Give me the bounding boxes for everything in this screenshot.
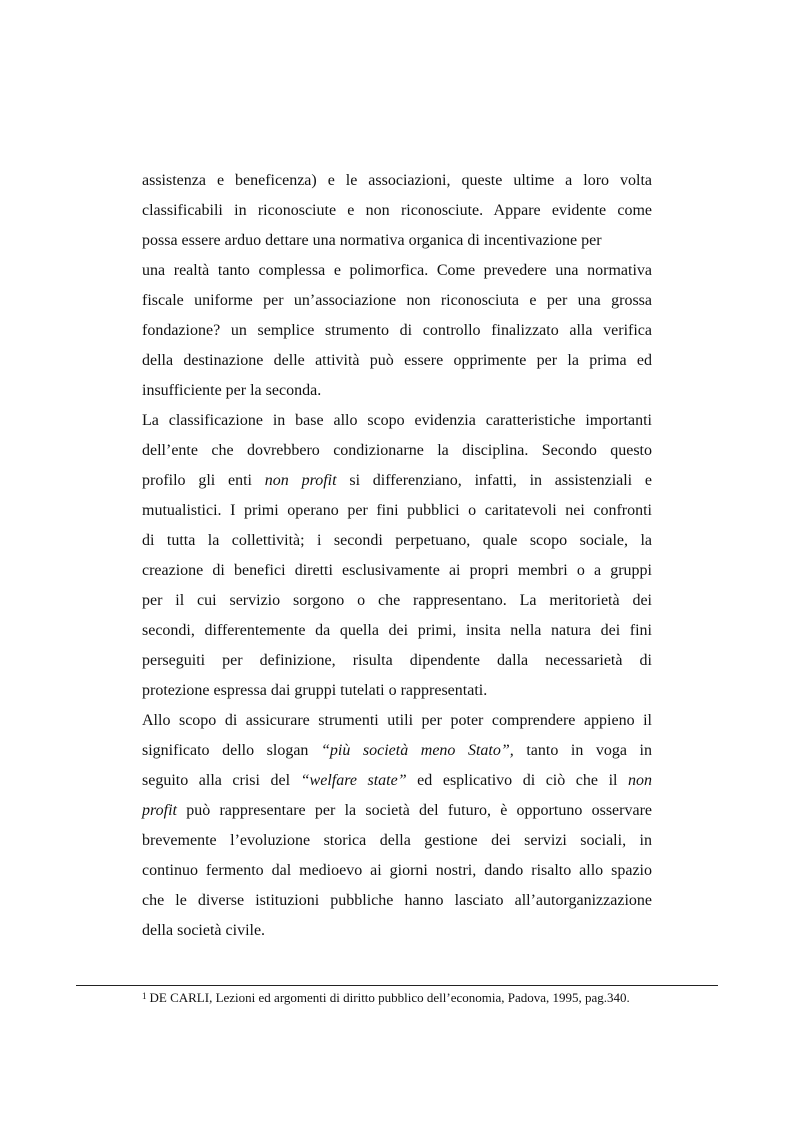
italic-term: non [628,772,653,789]
footnote [142,989,630,1007]
body-line [142,736,652,766]
text-run: tanto in voga in [513,742,653,759]
body-line: secondi, differentemente da quella dei primi, insita nella natura dei fini [142,622,652,639]
body-line: assistenza e beneficenza) e le associazioni, queste ultime a loro volta [142,172,652,189]
body-line: protezione espressa dai gruppi tutelati o rappresentati. [142,682,488,699]
body-line: Allo scopo di assicurare strumenti utili per poter comprendere appieno il [142,712,652,729]
body-line: fiscale uniforme per un’associazione non riconosciuta e per una grossa [142,292,652,309]
body-line: possa essere arduo dettare una normativa organica di incentivazione per [142,232,602,249]
text-run: significato dello slogan [142,742,321,759]
body-line: creazione di benefici diretti esclusivamente ai propri membri o a gruppi [142,562,652,579]
body-line: insufficiente per la seconda. [142,382,322,399]
body-line: classificabili in riconosciute e non riconosciute. Appare evidente come [142,202,652,219]
body-line: perseguiti per definizione, risulta dipendente dalla necessarietà di [142,652,652,669]
footnote-number: 1 [142,991,147,1001]
body-line [142,766,652,796]
body-line: di tutta la collettività; i secondi perpetuano, quale scopo sociale, la [142,532,652,549]
footnote-text: DE CARLI, Lezioni ed argomenti di diritto pubblico dell’economia, Padova, 1995, pag.340. [149,990,630,1005]
text-run: può rappresentare per la società del futuro, è opportuno osservare [176,802,652,819]
body-line: della destinazione delle attività può essere opprimente per la prima ed [142,352,652,369]
body-line: brevemente l’evoluzione storica della gestione dei servizi sociali, in [142,832,652,849]
body-line [142,796,652,826]
body-line: continuo fermento dal medioevo ai giorni nostri, dando risalto allo spazio [142,862,652,879]
body-line: che le diverse istituzioni pubbliche hanno lasciato all’autorganizzazione [142,892,652,909]
text-run: profilo gli enti [142,472,265,489]
body-line: mutualistici. I primi operano per fini pubblici o caritatevoli nei confronti [142,502,652,519]
text-run: ed esplicativo di ciò che il [406,772,629,789]
italic-term: profit [142,802,177,819]
footnote-divider [76,985,718,986]
text-run: seguito alla crisi del [142,772,301,789]
body-line: della società civile. [142,922,266,939]
body-line: una realtà tanto complessa e polimorfica. Come prevedere una normativa [142,262,652,279]
body-line: La classificazione in base allo scopo evidenzia caratteristiche importanti [142,412,652,429]
body-line: dell’ente che dovrebbero condizionarne la disciplina. Secondo questo [142,442,652,459]
italic-term: non profit [264,472,337,489]
body-line: fondazione? un semplice strumento di controllo finalizzato alla verifica [142,322,652,339]
body-line: per il cui servizio sorgono o che rappresentano. La meritorietà dei [142,592,652,609]
body-line [142,466,652,496]
text-run: si differenziano, infatti, in assistenziali e [336,472,653,489]
italic-quote: “welfare state” [300,772,407,789]
italic-quote: “più società meno Stato”, [320,742,514,759]
